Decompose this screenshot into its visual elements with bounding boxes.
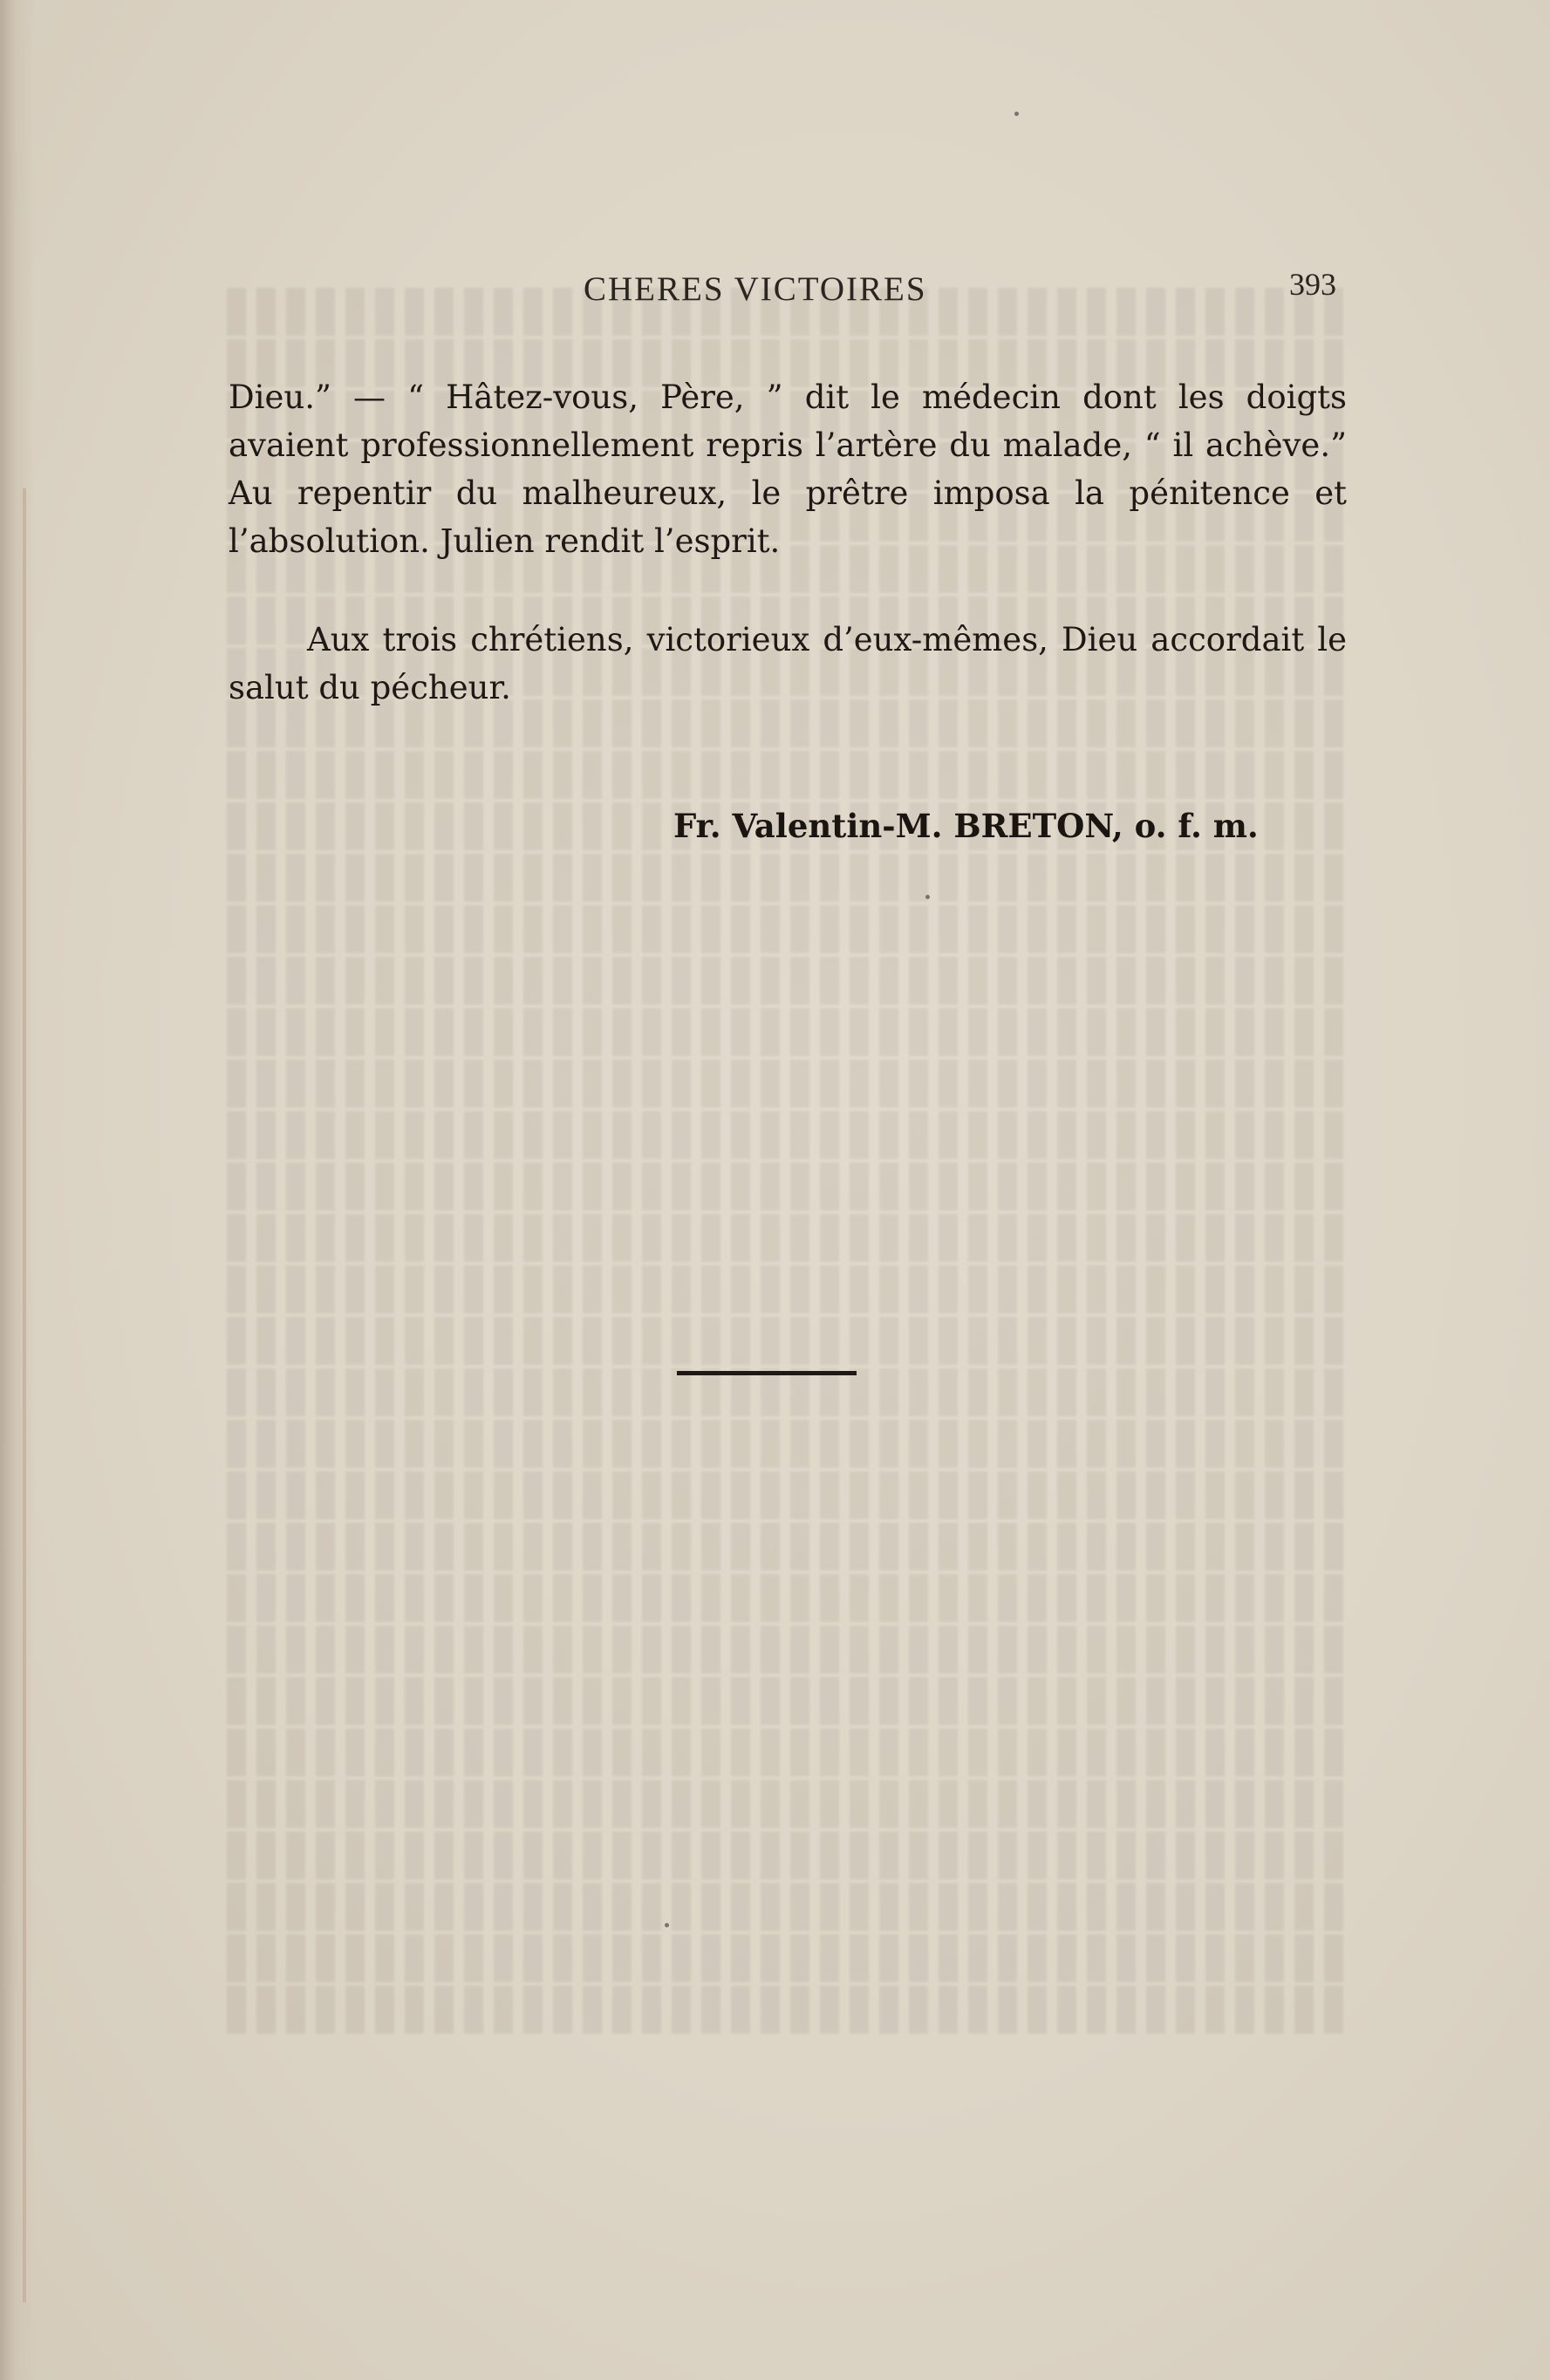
paper-speck [665,1923,669,1927]
running-title: CHERES VICTOIRES [584,270,927,308]
section-end-rule [677,1371,857,1375]
paragraph-2: Aux trois chrétiens, victorieux d’eux-mêmes, Dieu accordait le salut du pécheur. [229,621,1347,706]
author-signature: Fr. Valentin-M. BRETON, o. f. m. [673,807,1259,845]
binding-shadow [0,0,35,2380]
paragraph-1: Dieu.” — “ Hâtez-vous, Père, ” dit le médecin dont les doigts avaient professionnellement repris l’artère du malade, “ il achève.” Au repentir du malheureux, le prêtre imposa la pénitence et l’absolution. Julien rendit l’esprit. [229,378,1347,560]
body-text [229,373,1347,712]
paper-speck [925,895,930,899]
running-head [0,266,1550,318]
paper-speck [1014,112,1019,116]
page-number: 393 [1289,267,1336,302]
binding-edge [23,488,26,2302]
